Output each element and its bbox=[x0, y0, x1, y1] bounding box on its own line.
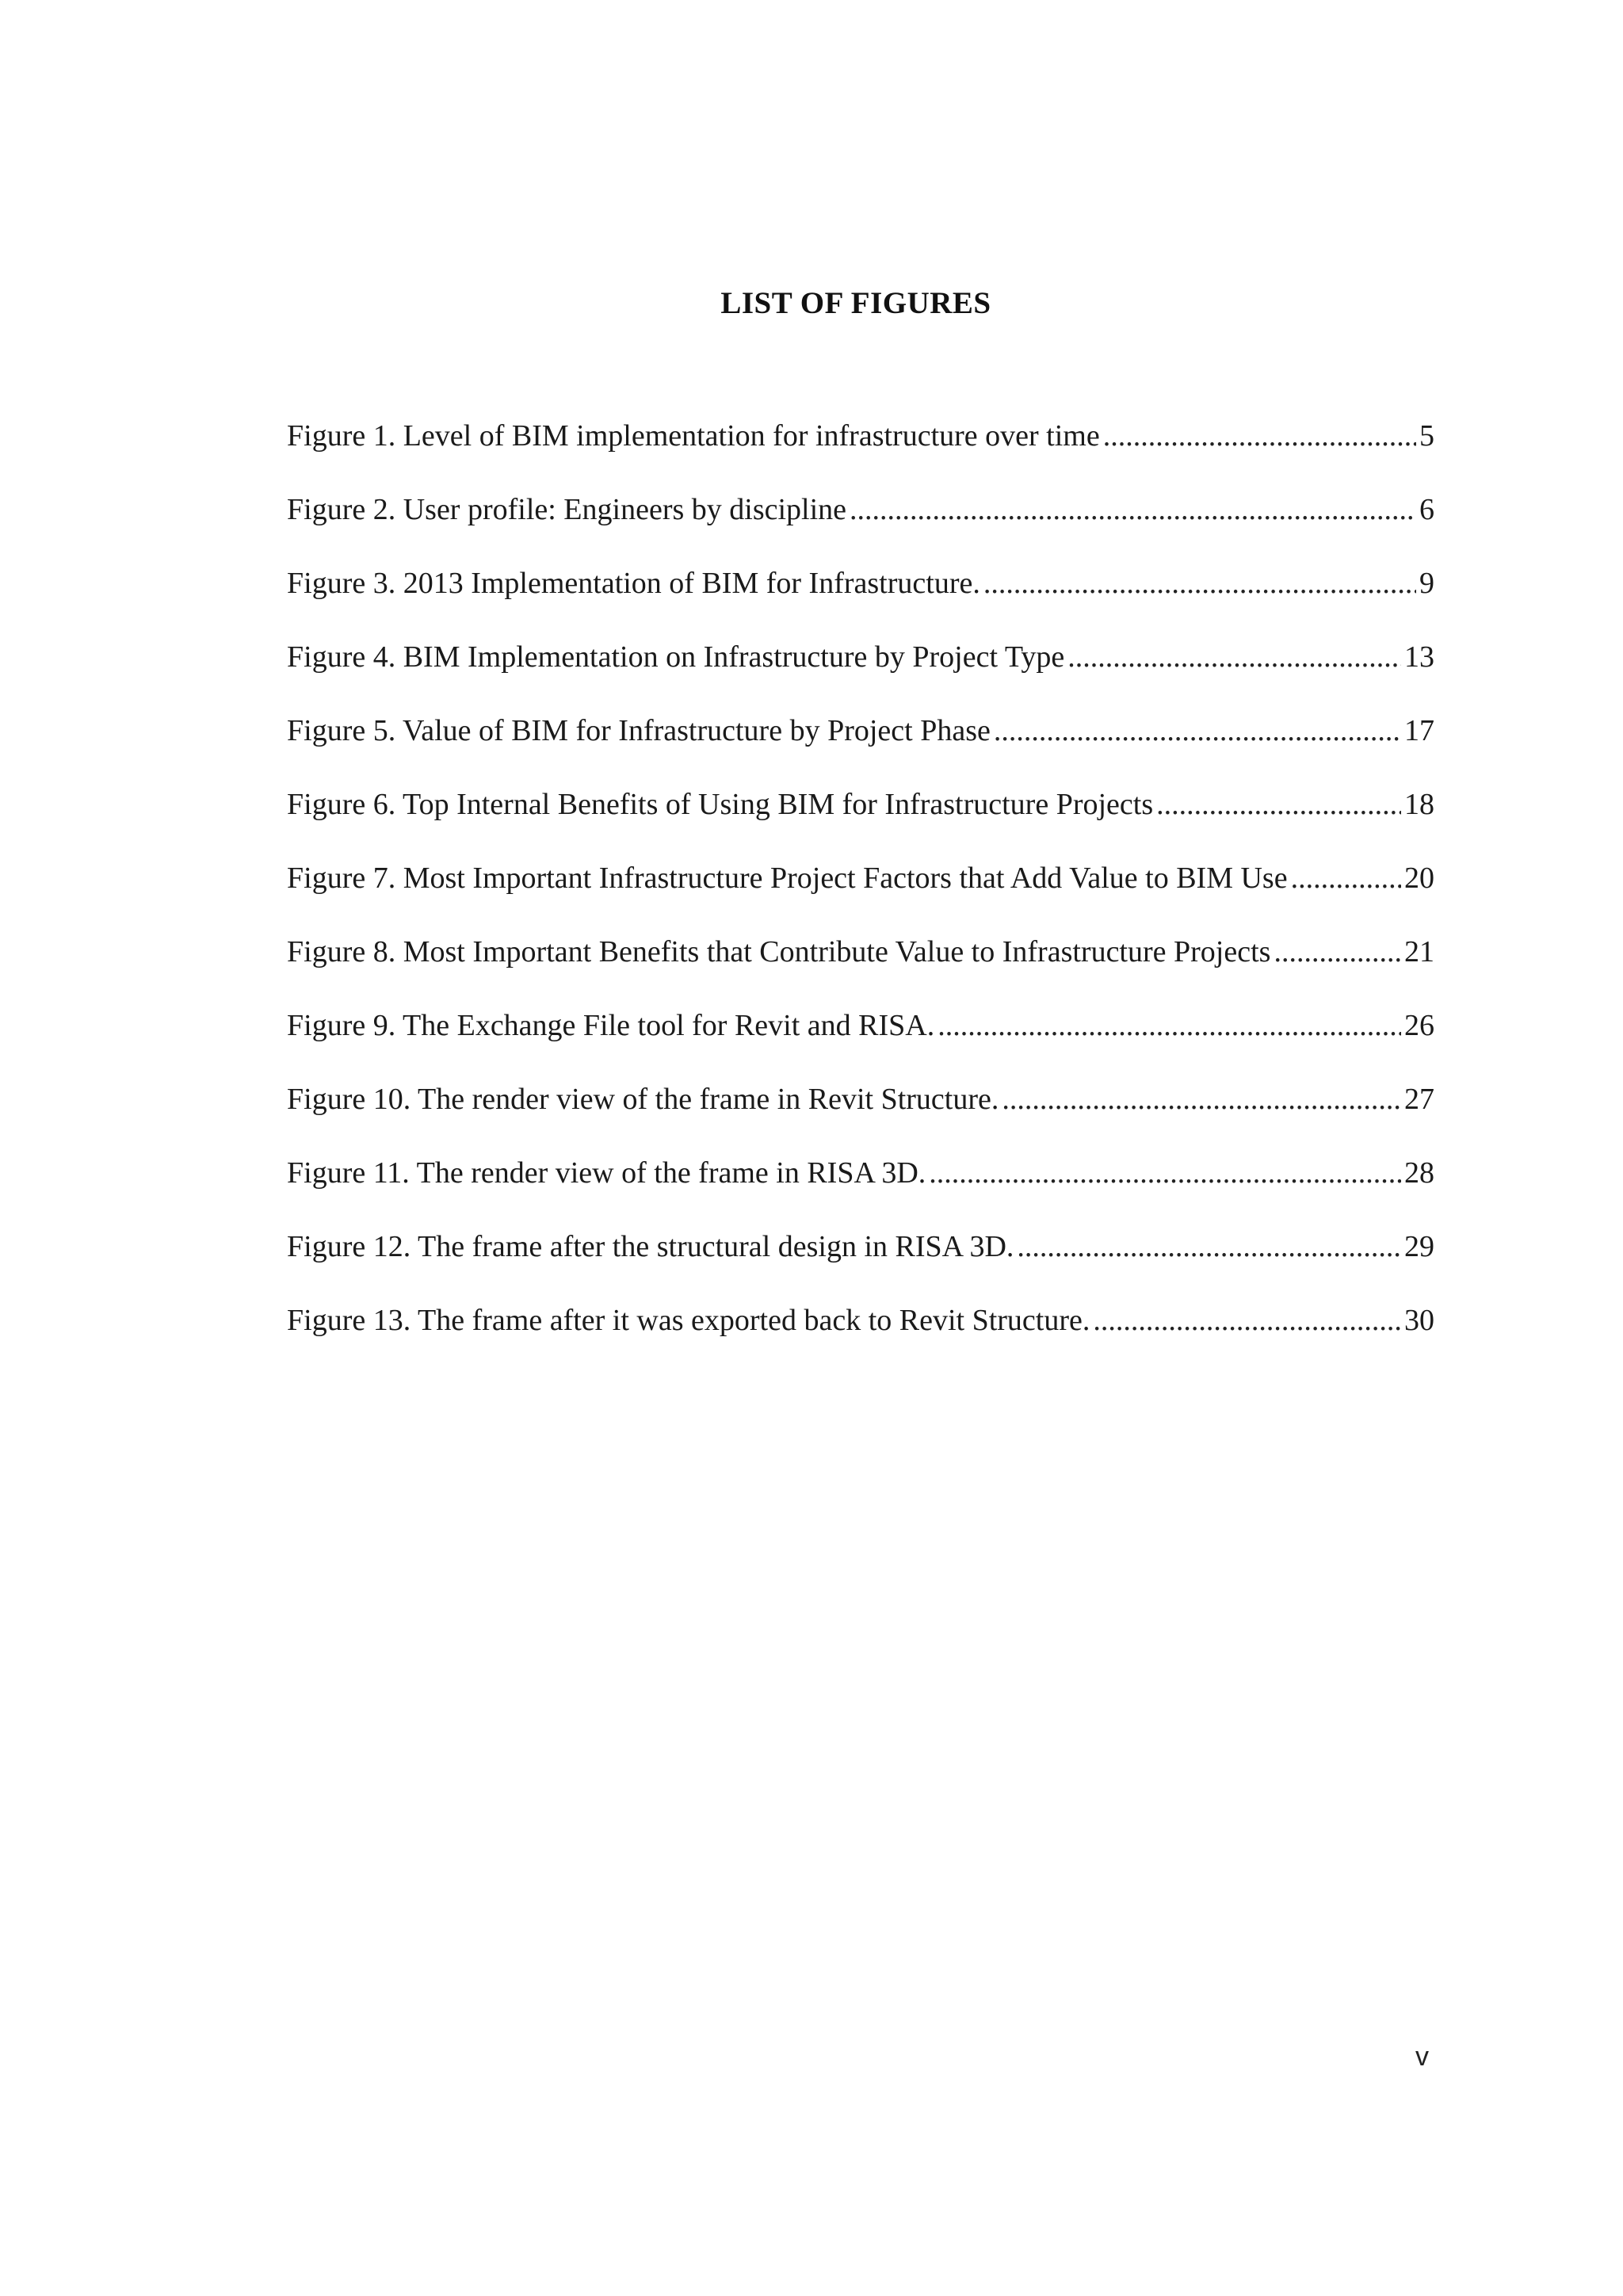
figure-entry bbox=[287, 640, 1434, 713]
figure-entry-page: 13 bbox=[1404, 640, 1434, 674]
figure-entry-page: 28 bbox=[1404, 1156, 1434, 1190]
figure-entry-page: 27 bbox=[1404, 1083, 1434, 1116]
figure-entry-label: Figure 6. Top Internal Benefits of Using BIM for Infrastructure Projects bbox=[287, 788, 1154, 821]
dot-leader bbox=[929, 1156, 1401, 1190]
figure-entry-page: 5 bbox=[1419, 419, 1434, 453]
figure-entry-page: 9 bbox=[1419, 567, 1434, 600]
figure-list bbox=[287, 418, 1434, 1377]
page-title: LIST OF FIGURES bbox=[720, 286, 991, 320]
figure-entry-label: Figure 4. BIM Implementation on Infrastructure by Project Type bbox=[287, 640, 1065, 674]
dot-leader bbox=[994, 713, 1401, 748]
figure-entry-page: 18 bbox=[1404, 788, 1434, 821]
figure-entry-label: Figure 5. Value of BIM for Infrastructure by Project Phase bbox=[287, 714, 991, 747]
figure-entry bbox=[287, 787, 1434, 861]
figure-entry-page: 29 bbox=[1404, 1230, 1434, 1263]
figure-entry bbox=[287, 418, 1434, 492]
figure-entry-label: Figure 12. The frame after the structural design in RISA 3D. bbox=[287, 1230, 1014, 1263]
dot-leader bbox=[938, 1008, 1401, 1043]
dot-leader bbox=[983, 566, 1416, 601]
dot-leader bbox=[1017, 1229, 1401, 1264]
dot-leader bbox=[1274, 934, 1401, 969]
figure-entry bbox=[287, 1082, 1434, 1156]
figure-entry bbox=[287, 1156, 1434, 1229]
figure-entry-page: 26 bbox=[1404, 1009, 1434, 1042]
dot-leader bbox=[1291, 861, 1401, 896]
dot-leader bbox=[1002, 1082, 1401, 1117]
figure-entry bbox=[287, 1008, 1434, 1082]
dot-leader bbox=[1067, 640, 1401, 674]
dot-leader bbox=[1103, 418, 1416, 453]
figure-entry-label: Figure 8. Most Important Benefits that Contribute Value to Infrastructure Projects bbox=[287, 935, 1271, 968]
figure-entry-page: 6 bbox=[1419, 493, 1434, 526]
figure-entry bbox=[287, 1229, 1434, 1303]
figure-entry-label: Figure 13. The frame after it was exported back to Revit Structure. bbox=[287, 1304, 1090, 1337]
figure-entry bbox=[287, 934, 1434, 1008]
figure-entry-label: Figure 3. 2013 Implementation of BIM for Infrastructure. bbox=[287, 567, 980, 600]
figure-entry bbox=[287, 566, 1434, 640]
figure-entry bbox=[287, 492, 1434, 566]
figure-entry-label: Figure 1. Level of BIM implementation for infrastructure over time bbox=[287, 419, 1100, 453]
figure-entry bbox=[287, 861, 1434, 934]
figure-entry-page: 20 bbox=[1404, 861, 1434, 895]
figure-entry-label: Figure 10. The render view of the frame in Revit Structure. bbox=[287, 1083, 999, 1116]
figure-entry-label: Figure 7. Most Important Infrastructure Project Factors that Add Value to BIM Use bbox=[287, 861, 1288, 895]
figure-entry-label: Figure 2. User profile: Engineers by discipline bbox=[287, 493, 847, 526]
figure-entry-page: 17 bbox=[1404, 714, 1434, 747]
dot-leader bbox=[1156, 787, 1401, 822]
figure-entry-label: Figure 11. The render view of the frame in RISA 3D. bbox=[287, 1156, 926, 1190]
figure-entry bbox=[287, 1303, 1434, 1377]
dot-leader bbox=[1093, 1303, 1401, 1338]
figure-entry-page: 21 bbox=[1404, 935, 1434, 968]
page-number: v bbox=[1415, 2042, 1429, 2072]
dot-leader bbox=[850, 492, 1416, 527]
figure-entry-page: 30 bbox=[1404, 1304, 1434, 1337]
figure-entry-label: Figure 9. The Exchange File tool for Revit and RISA. bbox=[287, 1009, 935, 1042]
figure-entry bbox=[287, 713, 1434, 787]
